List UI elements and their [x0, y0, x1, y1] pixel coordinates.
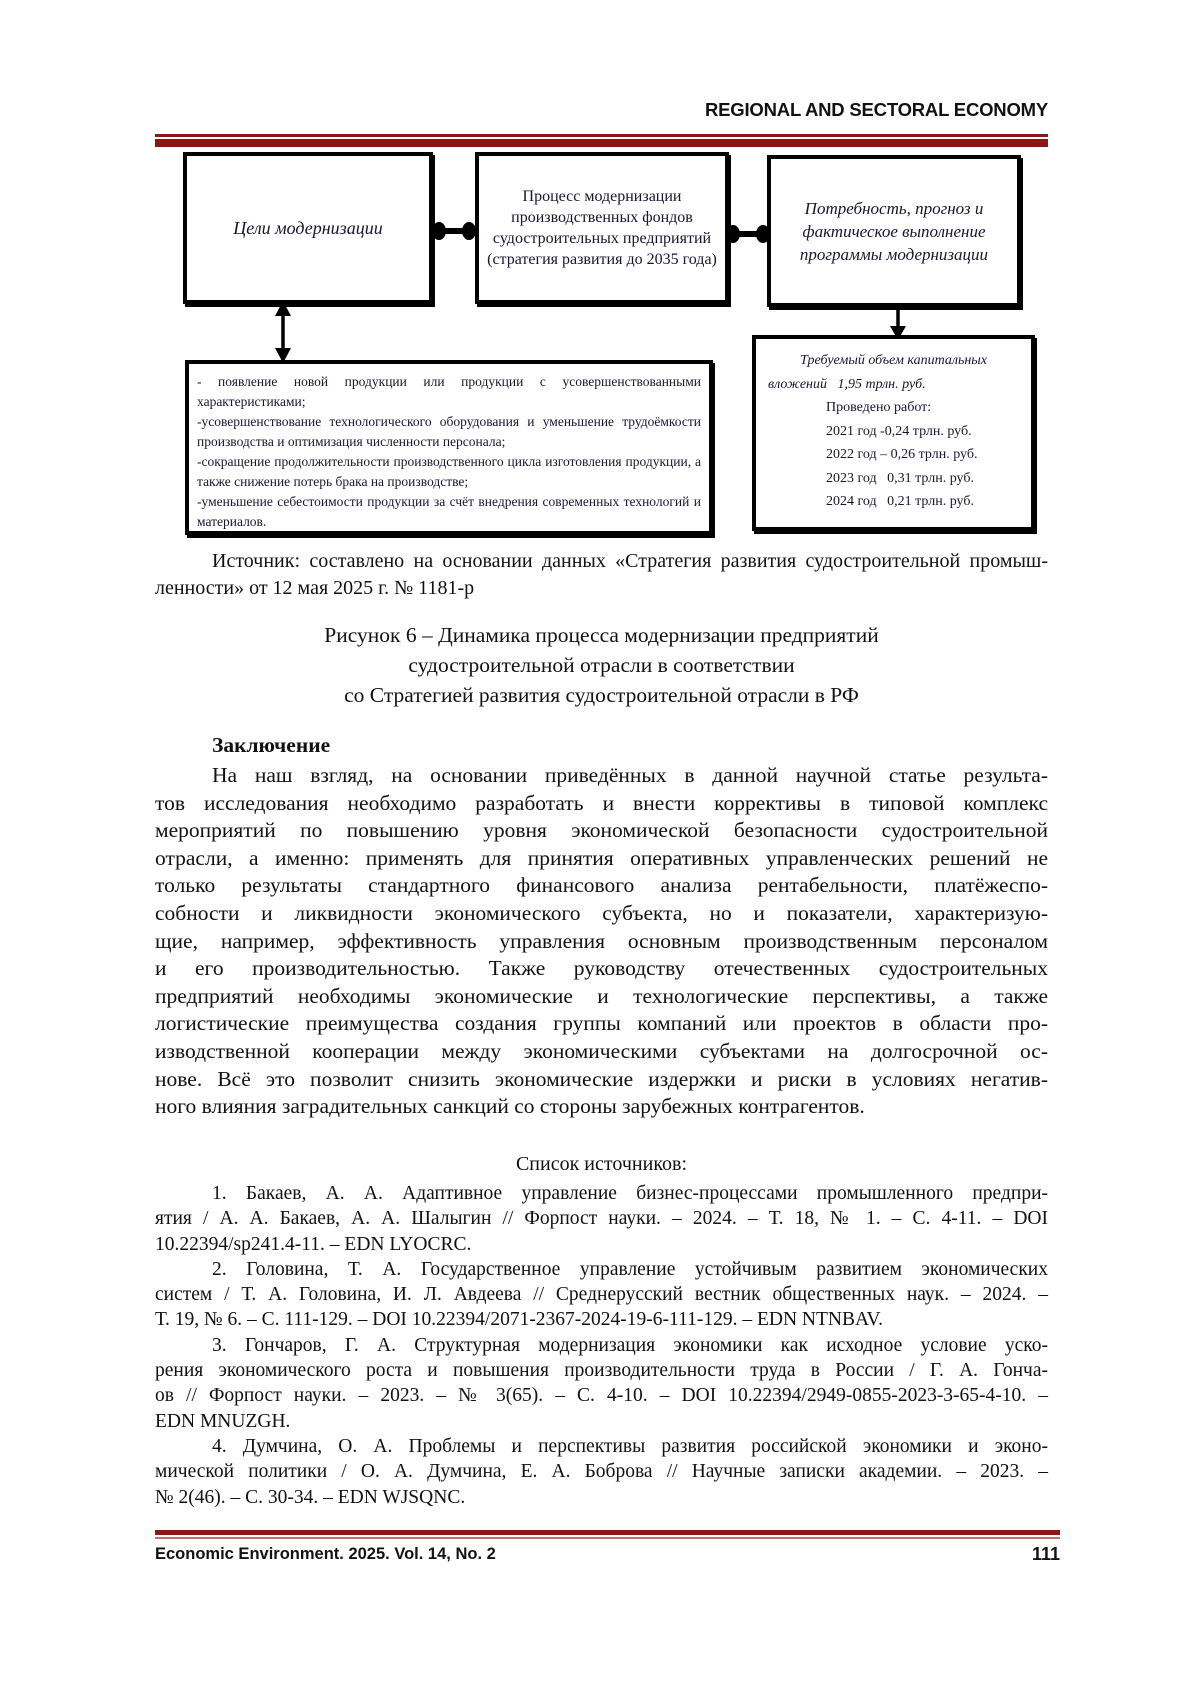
- investment-year-line: 2023 год 0,31 трлн. руб.: [826, 470, 974, 486]
- figure-box-goals: [183, 152, 433, 304]
- reference-line: 3. Гончаров, Г. А. Структурная модернизация экономики как исходное условие уско-: [212, 1334, 1048, 1356]
- paragraph-line: логистические преимущества создания группы компаний или проектов в области про-: [155, 1011, 1048, 1036]
- investment-works-title: Проведено работ:: [826, 400, 932, 415]
- figure-box-process-label: Процесс модернизации производственных фондов судостроительных предприятий (стратегия развития до 2035 года): [487, 188, 717, 268]
- header-rule-thin: [155, 134, 1048, 137]
- paragraph-line: мероприятий по повышению уровня экономической безопасности судостроительной: [155, 818, 1048, 843]
- paragraph-line: нове. Всё это позволит снизить экономические издержки и риски в условиях негатив-: [155, 1066, 1048, 1091]
- paragraph-line: и его производительностью. Также руководству отечественных судостроительных: [155, 956, 1048, 981]
- header-rule-thick: [155, 139, 1048, 147]
- reference-line: ятия / А. А. Бакаев, А. А. Шалыгин // Форпост науки. – 2024. – Т. 18, № 1. – С. 4-11. – DOI: [155, 1208, 1048, 1230]
- footer-rule-thin: [155, 1537, 1060, 1539]
- investment-year-line: 2022 год – 0,26 трлн. руб.: [826, 447, 978, 462]
- reference-line: № 2(46). – С. 30-34. – EDN WJSQNC.: [155, 1486, 466, 1508]
- reference-item: [155, 1181, 1048, 1257]
- effects-item: - появление новой продукции или продукции с усовершенствованными характеристиками;: [197, 374, 701, 409]
- reference-item: [155, 1333, 1048, 1434]
- paragraph-line: предприятий необходимы экономические и технологические перспективы, а также: [155, 983, 1048, 1008]
- reference-line: систем / Т. А. Головина, И. Л. Авдеева // Среднерусский вестник общественных наук. – 2024. –: [155, 1284, 1048, 1306]
- reference-line: 2. Головина, Т. А. Государственное управление устойчивым развитием экономических: [212, 1258, 1048, 1280]
- figure-box-need: [767, 155, 1021, 307]
- reference-line: 1. Бакаев, А. А. Адаптивное управление бизнес-процессами промышленного предпри-: [212, 1183, 1048, 1204]
- effects-item: -сокращение продолжительности производственного цикла изготовления продукции, а также снижение потерь брака на производстве;: [197, 454, 701, 489]
- reference-line: мической политики / О. А. Думчина, Е. А. Боброва // Научные записки академии. – 2023. –: [155, 1461, 1048, 1483]
- figure-box-investment: [752, 335, 1035, 531]
- caption-line: Рисунок 6 – Динамика процесса модернизации предприятий: [324, 623, 879, 647]
- effects-item: -уменьшение себестоимости продукции за счёт внедрения современных технологий и материалов.: [197, 494, 701, 529]
- investment-works: [764, 396, 1023, 514]
- paragraph-line: отрасли, а именно: применять для принятия оперативных управленческих решений не: [155, 845, 1048, 870]
- footer-journal-title: Economic Environment. 2025. Vol. 14, No. 2: [155, 1545, 496, 1563]
- footer-rule-thick: [155, 1530, 1060, 1535]
- figure-box-effects: [185, 360, 713, 535]
- investment-year-line: 2024 год 0,21 трлн. руб.: [826, 494, 974, 509]
- caption-line: со Стратегией развития судостроительной отрасли в РФ: [344, 683, 859, 707]
- reference-item: [155, 1434, 1048, 1510]
- investment-required-line2: вложений 1,95 трлн. руб.: [768, 376, 926, 392]
- paragraph-line: собности и ликвидности экономического субъекта, но и показатели, характеризую-: [155, 900, 1048, 925]
- source-line: Источник: составлено на основании данных «Стратегия развития судостроительной промыш-: [212, 550, 1048, 572]
- paragraph-line: щие, например, эффективность управления основным производственным персоналом: [155, 928, 1048, 953]
- paragraph-line: ного влияния заградительных санкций со стороны зарубежных контрагентов.: [155, 1094, 865, 1119]
- paragraph-line: На наш взгляд, на основании приведённых в данной научной статье результа-: [212, 763, 1048, 787]
- double-arrow-vertical-icon: [269, 300, 297, 364]
- figure-caption: [155, 620, 1048, 710]
- investment-works-lines: [826, 420, 1023, 514]
- investment-year-line: 2021 год -0,24 трлн. руб.: [826, 423, 972, 439]
- caption-line: судостроительной отрасли в соответствии: [408, 653, 795, 677]
- reference-line: 10.22394/sp241.4-11. – EDN LYOCRC.: [155, 1233, 472, 1255]
- reference-line: Т. 19, № 6. – С. 111-129. – DOI 10.22394/2071-2367-2024-19-6-111-129. – EDN NTNBAV.: [155, 1309, 884, 1331]
- reference-item: [155, 1257, 1048, 1333]
- section-header: REGIONAL AND SECTORAL ECONOMY: [705, 99, 1048, 120]
- figure-box-goals-label: Цели модернизации: [233, 217, 383, 238]
- reference-line: EDN MNUZGH.: [155, 1410, 291, 1432]
- footer-page-number: 111: [1031, 1544, 1060, 1564]
- references-heading: Список источников:: [515, 1153, 688, 1175]
- reference-line: ов // Форпост науки. – 2023. – № 3(65). – С. 4-10. – DOI 10.22394/2949-0855-2023-3-65-4-10. –: [155, 1385, 1048, 1407]
- reference-line: рения экономического роста и повышения производительности труда в России / Г. А. Гонча-: [155, 1360, 1048, 1382]
- investment-required-line1: Требуемый объем капитальных: [800, 353, 987, 368]
- paragraph-line: изводственной кооперации между экономическими субъектами на долгосрочной ос-: [155, 1038, 1048, 1063]
- references-list: [155, 1181, 1048, 1510]
- paragraph-line: только результаты стандартного финансового анализа рентабельности, платёжеспо-: [155, 873, 1048, 898]
- source-line: ленности» от 12 мая 2025 г. № 1181-р: [155, 577, 475, 599]
- paragraph-line: тов исследования необходимо разработать и внести коррективы в типовой комплекс: [155, 790, 1048, 815]
- figure-box-need-label: Потребность, прогноз и фактическое выполнение программы модернизации: [799, 198, 989, 264]
- double-link-connector-icon: [429, 217, 479, 245]
- conclusion-paragraph: [155, 762, 1048, 1121]
- figure-box-process: [475, 152, 729, 304]
- effects-item: -усовершенствование технологического оборудования и уменьшение трудоёмкости производства и оптимизация численности персонала;: [197, 414, 701, 449]
- figure-source-note: [155, 548, 1048, 602]
- double-link-connector-icon: [723, 220, 773, 248]
- reference-line: 4. Думчина, О. А. Проблемы и перспективы развития российской экономики и эконо-: [212, 1435, 1048, 1457]
- conclusion-heading: Заключение: [212, 733, 331, 757]
